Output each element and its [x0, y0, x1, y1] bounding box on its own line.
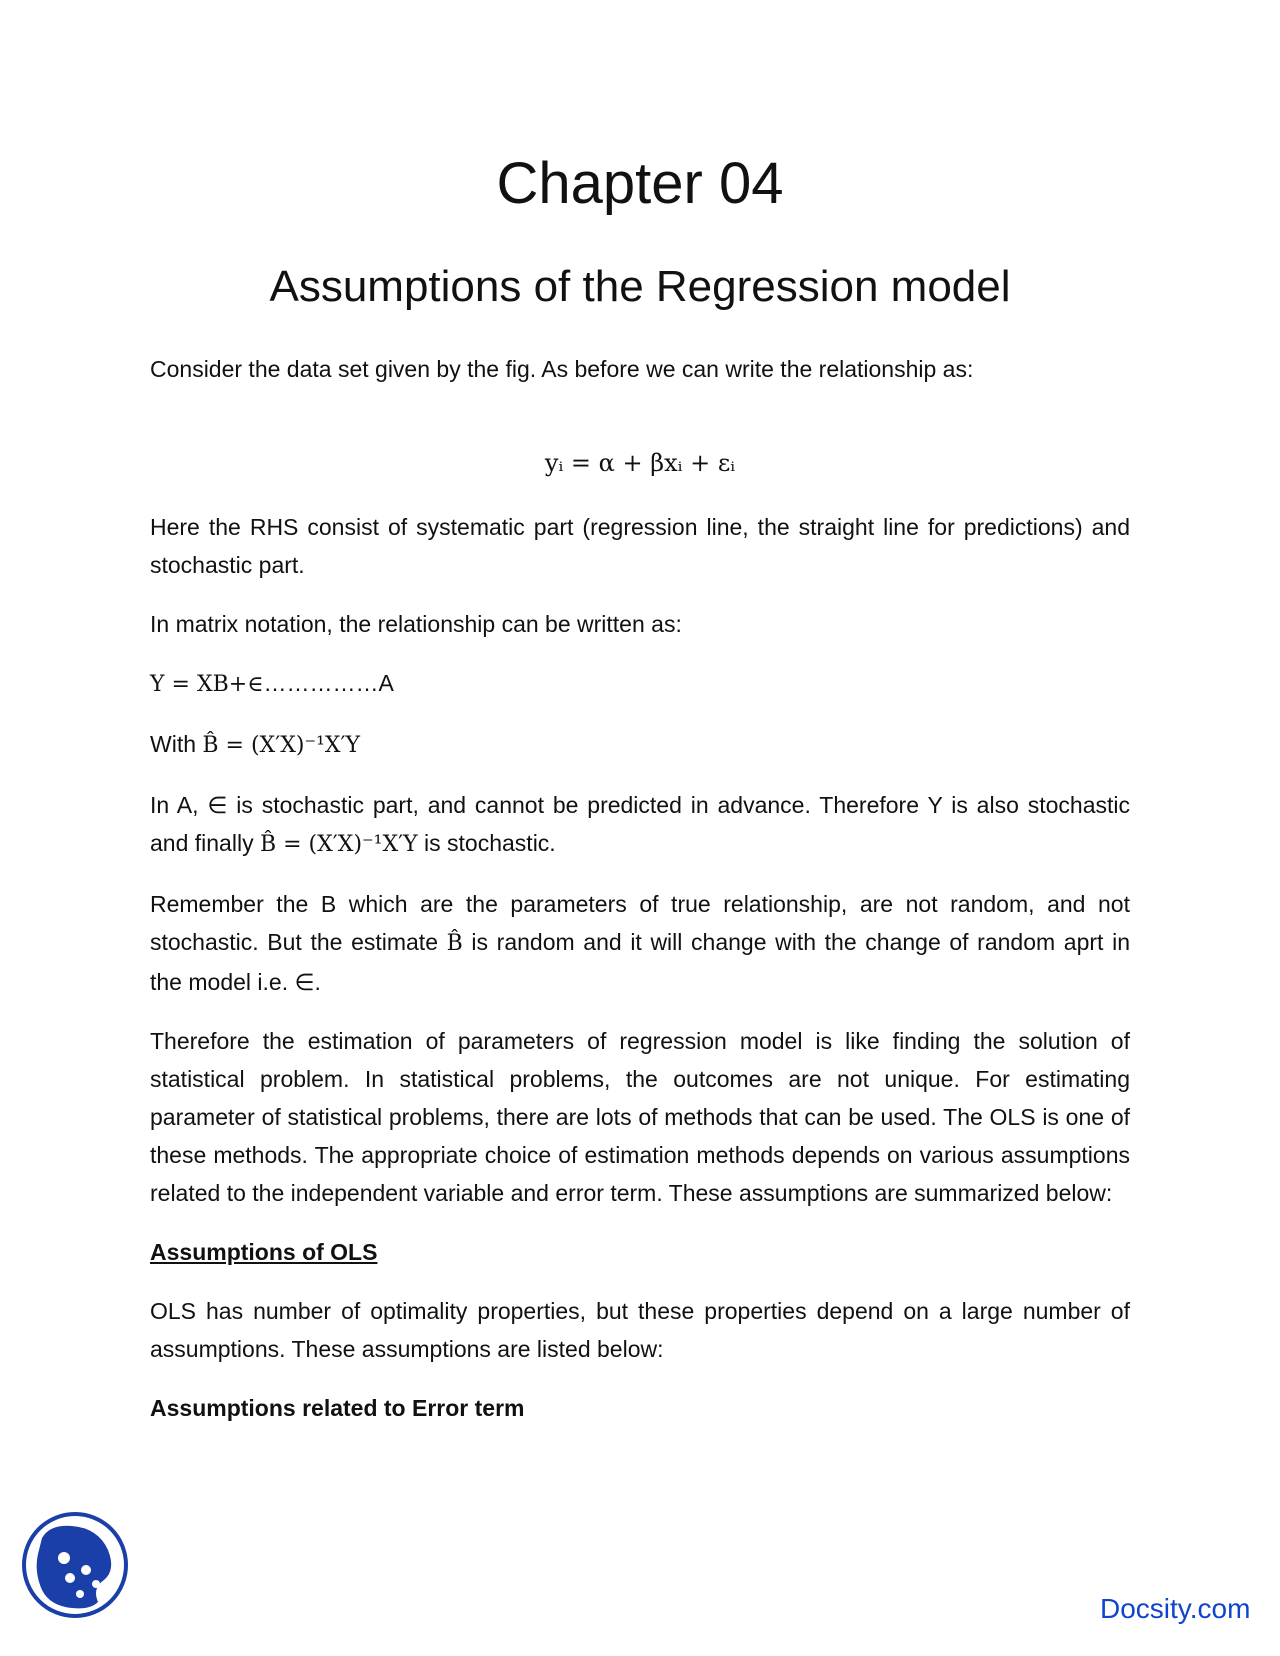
docsity-logo-icon [20, 1510, 130, 1620]
stochastic-text-2: is stochastic. [417, 830, 556, 856]
error-term-heading: Assumptions related to Error term [150, 1395, 525, 1421]
stochastic-paragraph [150, 786, 1130, 864]
estimator-formula: B̂ = (X′X)⁻¹X′Y [202, 733, 361, 758]
matrix-equation-math: Y = XB+∈ [150, 672, 264, 697]
chapter-subtitle: Assumptions of the Regression model [269, 262, 1011, 311]
matrix-equation [150, 664, 1130, 704]
rhs-paragraph: Here the RHS consist of systematic part (regression line, the straight line for predictions) and stochastic part. [150, 514, 1130, 578]
parameters-paragraph [150, 885, 1130, 1001]
estimation-paragraph: Therefore the estimation of parameters of regression model is like finding the solution of statistical problem. In statistical problems, the outcomes are not unique. For estimating parameter of statistical problems, there are lots of methods that can be used. The OLS is one of these methods. The appropriate choice of estimation methods depends on various assumptions related to the independent variable and error term. These assumptions are summarized below: [150, 1028, 1130, 1206]
parameters-text-2: is random and it will change with the change of random aprt in the model i.e. ∈. [150, 929, 1130, 995]
estimator-label: With [150, 731, 203, 757]
intro-paragraph: Consider the data set given by the fig. As before we can write the relationship as: [150, 356, 974, 382]
ols-heading: Assumptions of OLS [150, 1239, 378, 1265]
stochastic-text-1: In A, ∈ is stochastic part, and cannot be predicted in advance. Therefore Y is also stochastic and finally [150, 792, 1130, 856]
estimator-line [150, 725, 1130, 765]
docsity-brand-link[interactable]: Docsity.com [1100, 1593, 1251, 1624]
chapter-title: Chapter 04 [496, 151, 784, 216]
matrix-intro-paragraph: In matrix notation, the relationship can be written as: [150, 611, 682, 637]
document-body [150, 350, 1130, 1448]
regression-equation: yᵢ = α + βxᵢ + εᵢ [544, 449, 736, 477]
ols-paragraph: OLS has number of optimality properties, but these properties depend on a large number of assumptions. These assumptions are listed below: [150, 1298, 1130, 1362]
matrix-equation-label: ……………A [263, 670, 394, 696]
parameters-formula: B̂ [446, 931, 463, 956]
stochastic-formula: B̂ = (X′X)⁻¹X′Y [259, 832, 418, 857]
parameters-text-1: Remember the B which are the parameters of true relationship, are not random, and not stochastic. But the estimate [150, 891, 1130, 955]
